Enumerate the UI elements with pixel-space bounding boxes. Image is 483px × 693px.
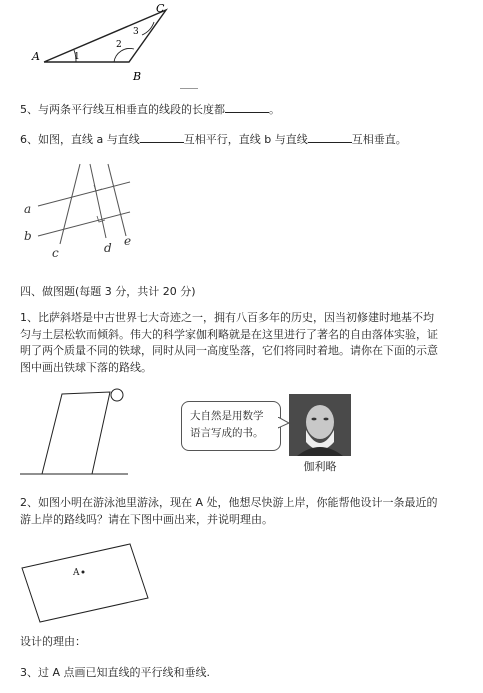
pool-figure [18, 540, 168, 630]
question-6-blank-1[interactable] [140, 131, 184, 143]
quote-line-1: 大自然是用数学 [190, 410, 264, 422]
problem-3-text: 3、过 A 点画已知直线的平行线和垂线. [20, 666, 211, 679]
question-6-tail: 互相垂直。 [351, 133, 407, 146]
question-5-blank[interactable] [225, 101, 269, 113]
question-6 [20, 131, 407, 148]
line-a-label: a [24, 202, 32, 216]
problem-1-text: 1、比萨斜塔是中古世界七大奇迹之一，拥有八百多年的历史，因当初修建时地基不均匀与土层松软而倾斜。伟大的科学家伽利略就是在这里进行了著名的自由落体实验，证明了两个质量不同的铁球，同时从同一高度坠落，它们将同时着地。请你在下面的示意图中画出铁球下落的路线。 [20, 311, 438, 374]
problem-2-text: 2、如图小明在游泳池里游泳，现在 A 处，他想尽快游上岸，你能帮他设计一条最近的游上岸的路线吗？请在下图中画出来，并说明理由。 [20, 496, 438, 526]
quote-bubble [181, 401, 281, 451]
lines-figure [18, 160, 148, 260]
angle-3-label: 3 [133, 27, 139, 37]
line-e-label: e [124, 234, 132, 248]
quote-line-2: 语言写成的书。 [190, 427, 264, 439]
point-a-label: A [73, 568, 80, 578]
question-6-text: 6、如图，直线 a 与直线 [20, 133, 140, 146]
vertex-b-label: B [133, 70, 142, 83]
question-5 [20, 101, 280, 118]
line-d-label: d [104, 241, 112, 255]
angle-1-label: 1 [74, 52, 80, 62]
line-c-label: c [52, 246, 59, 260]
question-5-tail: 。 [269, 103, 280, 116]
line-b-label: b [24, 229, 32, 243]
section-4-title: 四、做图题(每题 3 分，共计 20 分) [20, 285, 196, 298]
portrait-caption: 伽利略 [303, 460, 337, 473]
question-5-text: 5、与两条平行线互相垂直的线段的长度都 [20, 103, 225, 116]
vertex-a-label: A [32, 50, 40, 63]
angle-2-label: 2 [116, 40, 122, 50]
galileo-portrait [289, 394, 351, 456]
question-6-mid: 互相平行，直线 b 与直线 [183, 133, 308, 146]
leaning-tower-figure [20, 384, 140, 480]
stray-mark [180, 88, 198, 89]
point-a-dot [82, 571, 85, 574]
reason-label: 设计的理由： [20, 635, 86, 648]
vertex-c-label: C [156, 2, 165, 15]
question-6-blank-2[interactable] [308, 131, 352, 143]
triangle-figure [28, 0, 178, 90]
